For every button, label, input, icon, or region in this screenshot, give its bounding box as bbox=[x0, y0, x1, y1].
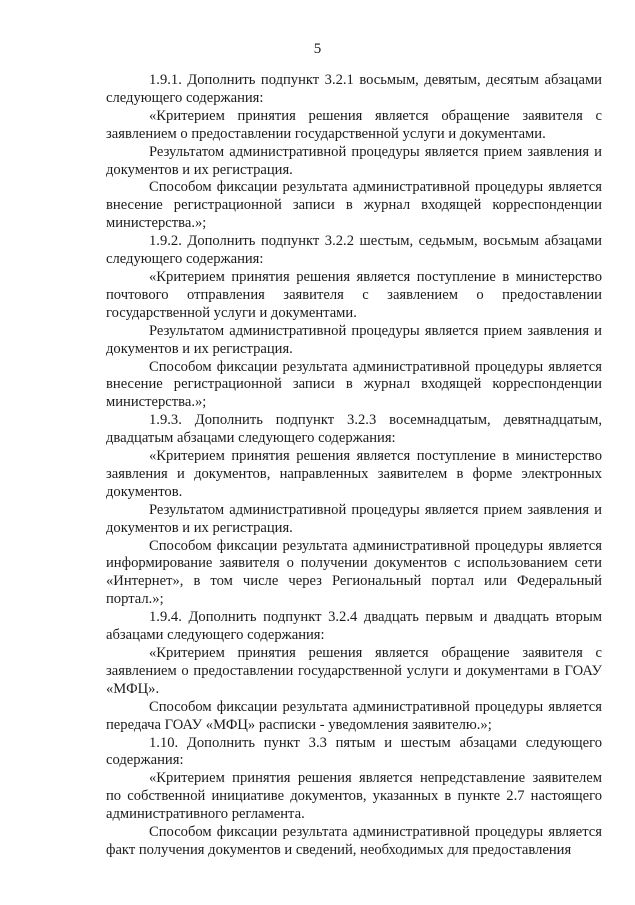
paragraph-1-9-1-intro: 1.9.1. Дополнить подпункт 3.2.1 восьмым, девятым, десятым абзацами следующего содержания: bbox=[106, 72, 602, 106]
document-body bbox=[106, 72, 602, 860]
paragraph-criterion: «Критерием принятия решения является поступление в министерство заявления и документов, направленных заявителем в форме электронных документов. bbox=[106, 448, 602, 500]
paragraph-1-10-intro: 1.10. Дополнить пункт 3.3 пятым и шестым абзацами следующего содержания: bbox=[106, 734, 602, 769]
paragraph-result: Результатом административной процедуры является прием заявления и документов и их регистрация. bbox=[106, 143, 602, 178]
paragraph-fixation: Способом фиксации результата административной процедуры является внесение регистрационной записи в журнал входящей корреспонденции министерства.»; bbox=[106, 179, 602, 232]
paragraph-criterion: «Критерием принятия решения является обращение заявителя с заявлением о предоставлении государственной услуги и документами в ГОАУ «МФЦ». bbox=[106, 645, 602, 697]
paragraph-fixation: Способом фиксации результата административной процедуры является факт получения документов и сведений, необходимых для предоставления bbox=[106, 824, 602, 858]
page-number: 5 bbox=[313, 41, 322, 57]
paragraph-result: Результатом административной процедуры является прием заявления и документов и их регистрация. bbox=[106, 322, 602, 357]
paragraph-criterion: «Критерием принятия решения является поступление в министерство почтового отправления заявителя с заявлением о предоставлении государственной услуги и документами. bbox=[106, 268, 602, 321]
paragraph-criterion: «Критерием принятия решения является обращение заявителя с заявлением о предоставлении государственной услуги и документами. bbox=[106, 107, 602, 142]
paragraph-1-9-4-intro: 1.9.4. Дополнить подпункт 3.2.4 двадцать первым и двадцать вторым абзацами следующего содержания: bbox=[106, 609, 602, 644]
paragraph-fixation: Способом фиксации результата административной процедуры является информирование заявителя о получении документов с использованием сети «Интернет», в том числе через Региональный портал или Федеральный портал.»; bbox=[106, 537, 602, 608]
paragraph-result: Результатом административной процедуры является прием заявления и документов и их регистрация. bbox=[106, 501, 602, 536]
paragraph-fixation: Способом фиксации результата административной процедуры является передача ГОАУ «МФЦ» расписки - уведомления заявителю.»; bbox=[106, 698, 602, 733]
paragraph-1-9-2-intro: 1.9.2. Дополнить подпункт 3.2.2 шестым, седьмым, восьмым абзацами следующего содержания: bbox=[106, 233, 602, 268]
paragraph-fixation: Способом фиксации результата административной процедуры является внесение регистрационной записи в журнал входящей корреспонденции министерства.»; bbox=[106, 358, 602, 411]
paragraph-criterion: «Критерием принятия решения является непредставление заявителем по собственной инициативе документов, указанных в пункте 2.7 настоящего административного регламента. bbox=[106, 770, 602, 823]
paragraph-1-9-3-intro: 1.9.3. Дополнить подпункт 3.2.3 восемнадцатым, девятнадцатым, двадцатым абзацами следующего содержания: bbox=[106, 412, 602, 447]
